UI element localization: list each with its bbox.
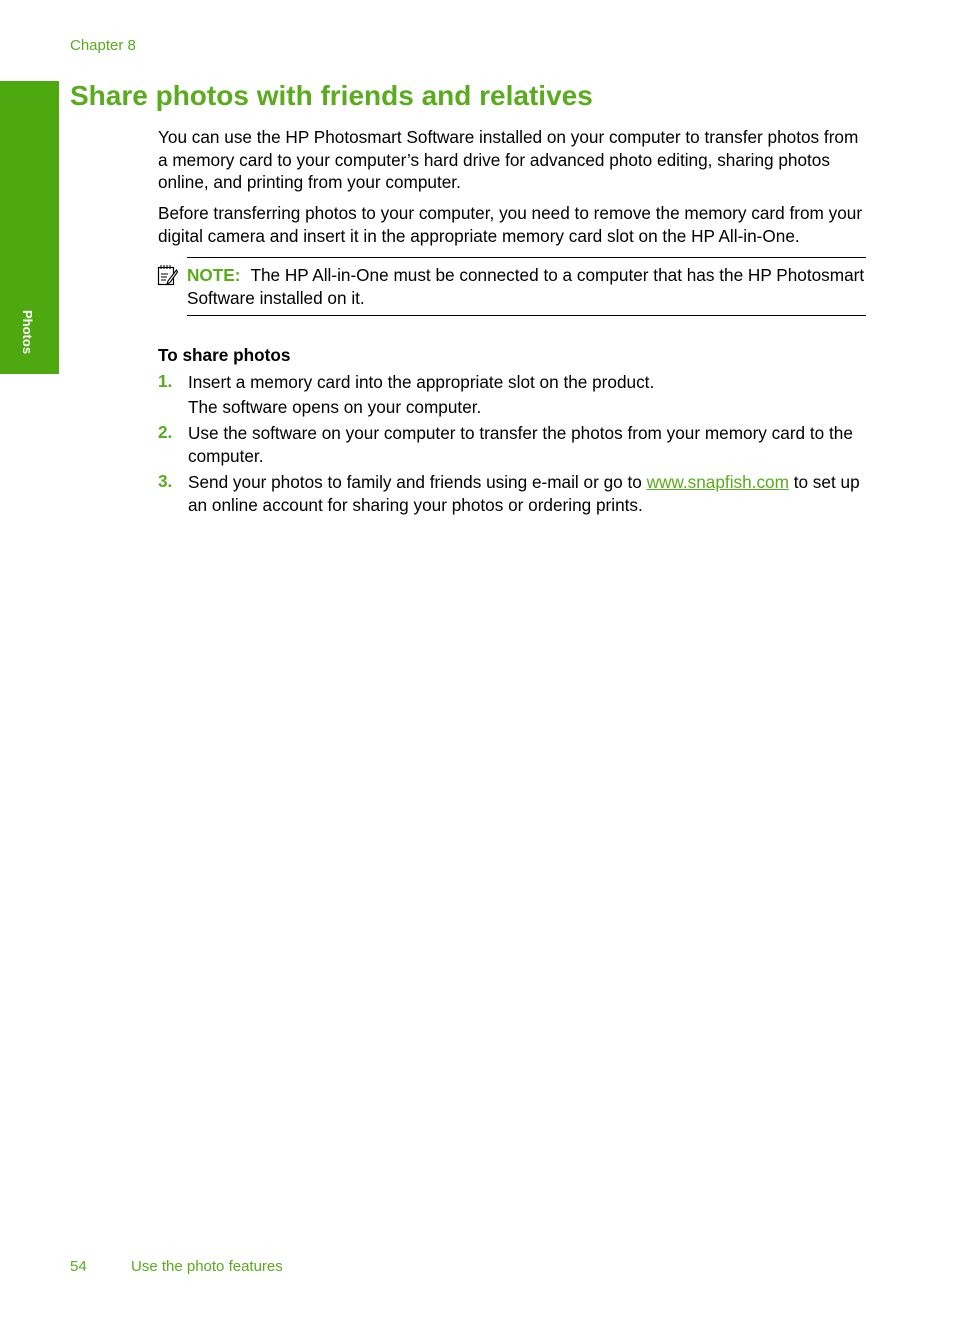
step-number: 3. <box>158 471 173 491</box>
note-label: NOTE: <box>187 265 241 285</box>
step-text: Insert a memory card into the appropriate slot on the product. <box>188 372 655 392</box>
note <box>187 264 866 310</box>
note-top-rule <box>187 257 866 258</box>
paragraph-intro: You can use the HP Photosmart Software installed on your computer to transfer photos from a memory card to your computer’s hard drive for advanced photo editing, sharing photos online, and printing from your computer. <box>158 127 859 192</box>
step-text-before: Send your photos to family and friends using e-mail or go to <box>188 472 647 492</box>
step-number: 1. <box>158 371 173 391</box>
paragraph-before-transfer: Before transferring photos to your computer, you need to remove the memory card from your digital camera and insert it in the appropriate memory card slot on the HP All-in-One. <box>158 203 863 246</box>
note-icon <box>157 264 178 286</box>
note-text: The HP All-in-One must be connected to a computer that has the HP Photosmart Software installed on it. <box>187 265 865 308</box>
step-text: Use the software on your computer to transfer the photos from your memory card to the computer. <box>188 423 853 466</box>
page-number: 54 <box>70 1258 87 1275</box>
footer-title: Use the photo features <box>131 1258 283 1275</box>
section-title: Share photos with friends and relatives <box>70 80 593 111</box>
procedure-title: To share photos <box>158 345 291 365</box>
snapfish-link[interactable]: www.snapfish.com <box>646 472 789 492</box>
chapter-header: Chapter 8 <box>70 37 136 54</box>
step-text-after: to set up an online account for sharing your photos or ordering prints. <box>188 472 860 515</box>
step-number: 2. <box>158 422 173 442</box>
side-tab-label: Photos <box>20 310 35 355</box>
step-result: The software opens on your computer. <box>188 397 482 417</box>
note-bottom-rule <box>187 315 866 316</box>
step-text <box>188 471 870 516</box>
